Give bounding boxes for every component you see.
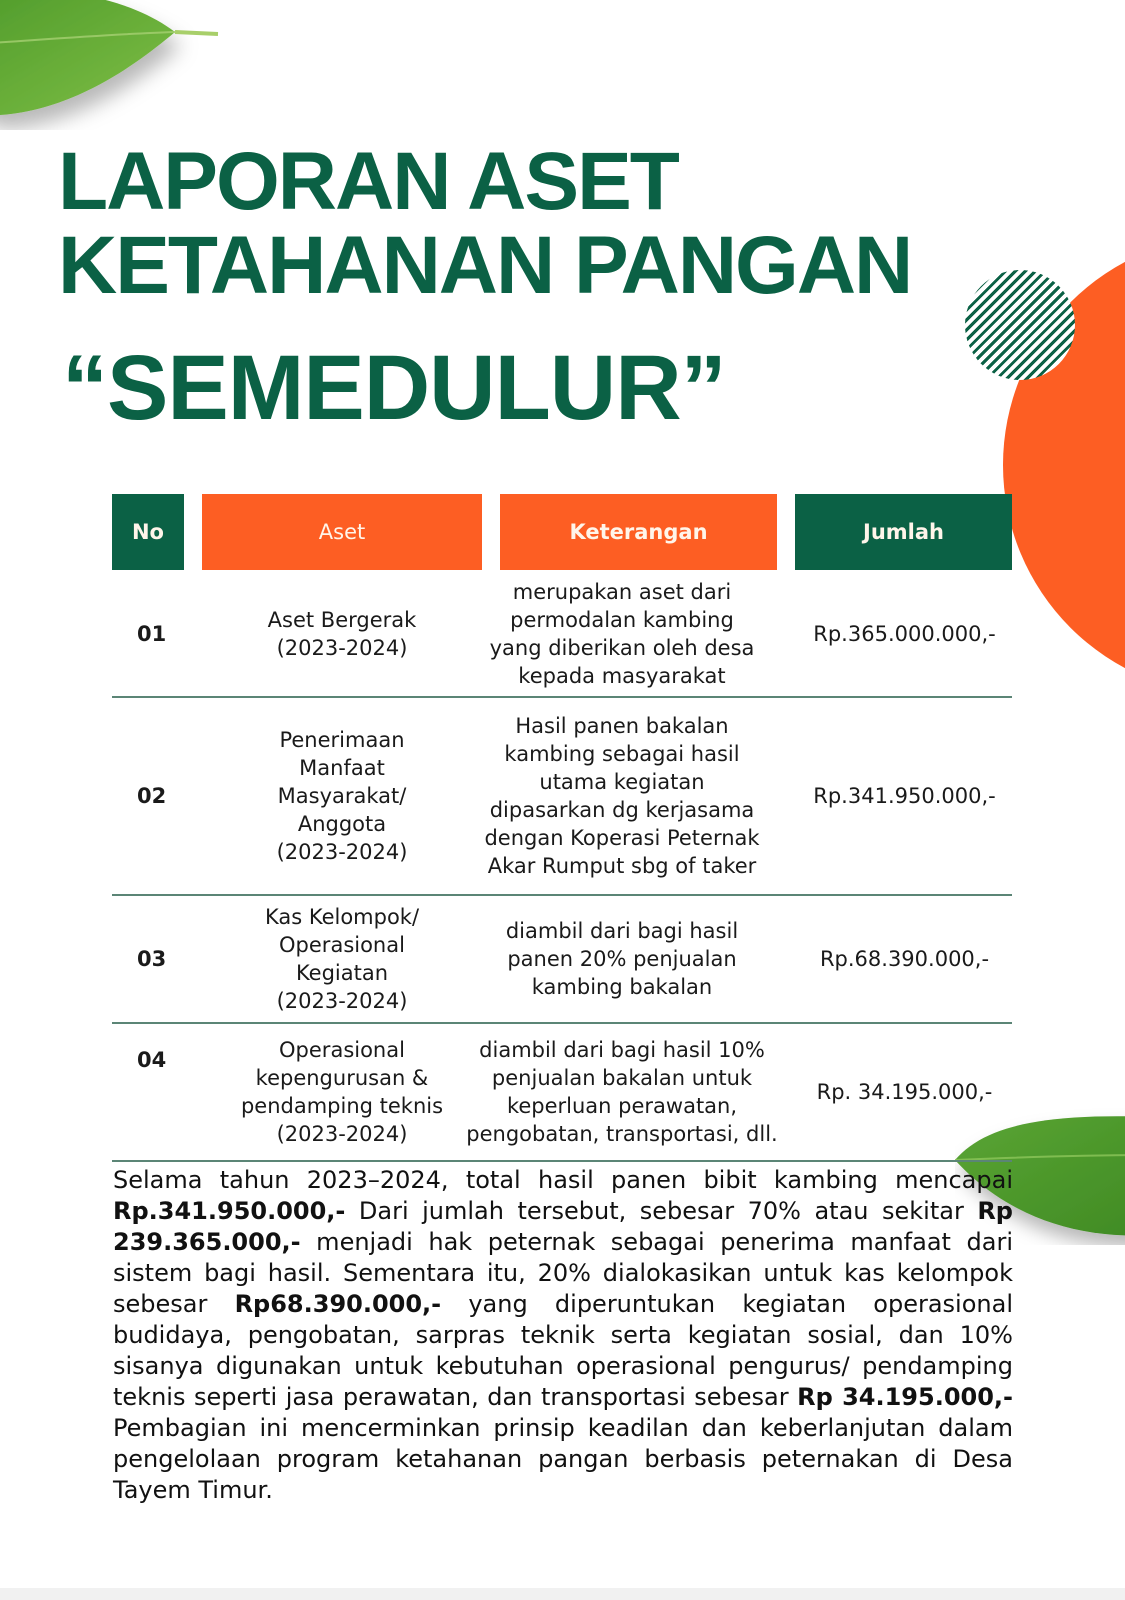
cell-jumlah: Rp.68.390.000,- [819, 947, 990, 971]
cell-jumlah: Rp.341.950.000,- [813, 784, 996, 808]
cell-aset: Kas Kelompok/ Operasional Kegiatan (2023-2024) [264, 905, 420, 1013]
summary-paragraph [113, 1165, 1013, 1506]
summary-amount-20: Rp68.390.000,- [234, 1290, 442, 1318]
header-aset: Aset [202, 494, 482, 570]
cell-no: 04 [137, 1048, 167, 1072]
summary-text: yang diperuntukan kegiatan operasional budidaya, pengobatan, sarpras teknik serta kegiatan sosial, dan 10% sisanya digunakan untuk kebutuhan operasional pengurus/ pendamping teknis seperti jasa perawatan, dan transportasi sebesar [113, 1290, 1013, 1411]
asset-table [112, 494, 1012, 1146]
page-title [58, 136, 912, 311]
striped-circle-decoration [965, 270, 1075, 380]
table-header [112, 494, 1012, 570]
header-keterangan: Keterangan [500, 494, 777, 570]
cell-jumlah: Rp. 34.195.000,- [816, 1080, 993, 1104]
program-name: “SEMEDULUR” [62, 337, 726, 439]
header-jumlah: Jumlah [795, 494, 1012, 570]
cell-keterangan: merupakan aset dari permodalan kambing yang diberikan oleh desa kepada masyarakat [489, 580, 755, 688]
cell-keterangan: Hasil panen bakalan kambing sebagai hasil utama kegiatan dipasarkan dg kerjasama dengan Koperasi Peternak Akar Rumput sbg of taker [484, 714, 760, 878]
summary-amount-70: Rp 239.365.000,- [113, 1197, 1013, 1256]
cell-no: 02 [137, 784, 167, 808]
table-row [112, 896, 1012, 1024]
cell-aset: Penerimaan Manfaat Masyarakat/ Anggota (2023-2024) [276, 728, 408, 864]
summary-text: Dari jumlah tersebut, sebesar 70% atau sekitar [345, 1197, 978, 1225]
summary-amount-10: Rp 34.195.000,- [797, 1383, 1014, 1411]
title-line-2: KETAHANAN PANGAN [58, 220, 912, 311]
cell-keterangan: diambil dari bagi hasil 10% penjualan bakalan untuk keperluan perawatan, pengobatan, transportasi, dll. [466, 1038, 778, 1146]
leaf-decoration-top [0, 0, 220, 130]
cell-keterangan: diambil dari bagi hasil panen 20% penjualan kambing bakalan [505, 919, 739, 999]
bottom-bar [0, 1588, 1125, 1600]
cell-no: 03 [137, 947, 167, 971]
table-row [112, 572, 1012, 698]
cell-jumlah: Rp.365.000.000,- [813, 622, 996, 646]
cell-aset: Operasional kepengurusan & pendamping teknis (2023-2024) [240, 1038, 444, 1146]
cell-aset: Aset Bergerak (2023-2024) [267, 608, 417, 660]
summary-text: Pembagian ini mencerminkan prinsip keadilan dan keberlanjutan dalam pengelolaan program ketahanan pangan berbasis peternakan di Desa Tayem Timur. [113, 1414, 1013, 1504]
table-row [112, 698, 1012, 896]
table-row [112, 1024, 1012, 1162]
header-no: No [112, 494, 184, 570]
summary-text: menjadi hak peternak sebagai penerima manfaat dari sistem bagi hasil. Sementara itu, 20% dialokasikan untuk kas kelompok sebesar [113, 1228, 1013, 1318]
title-line-1: LAPORAN ASET [58, 136, 678, 227]
summary-amount-total: Rp.341.950.000,- [113, 1197, 346, 1225]
cell-no: 01 [137, 622, 167, 646]
summary-text: Selama tahun 2023–2024, total hasil panen bibit kambing mencapai [113, 1166, 1013, 1194]
